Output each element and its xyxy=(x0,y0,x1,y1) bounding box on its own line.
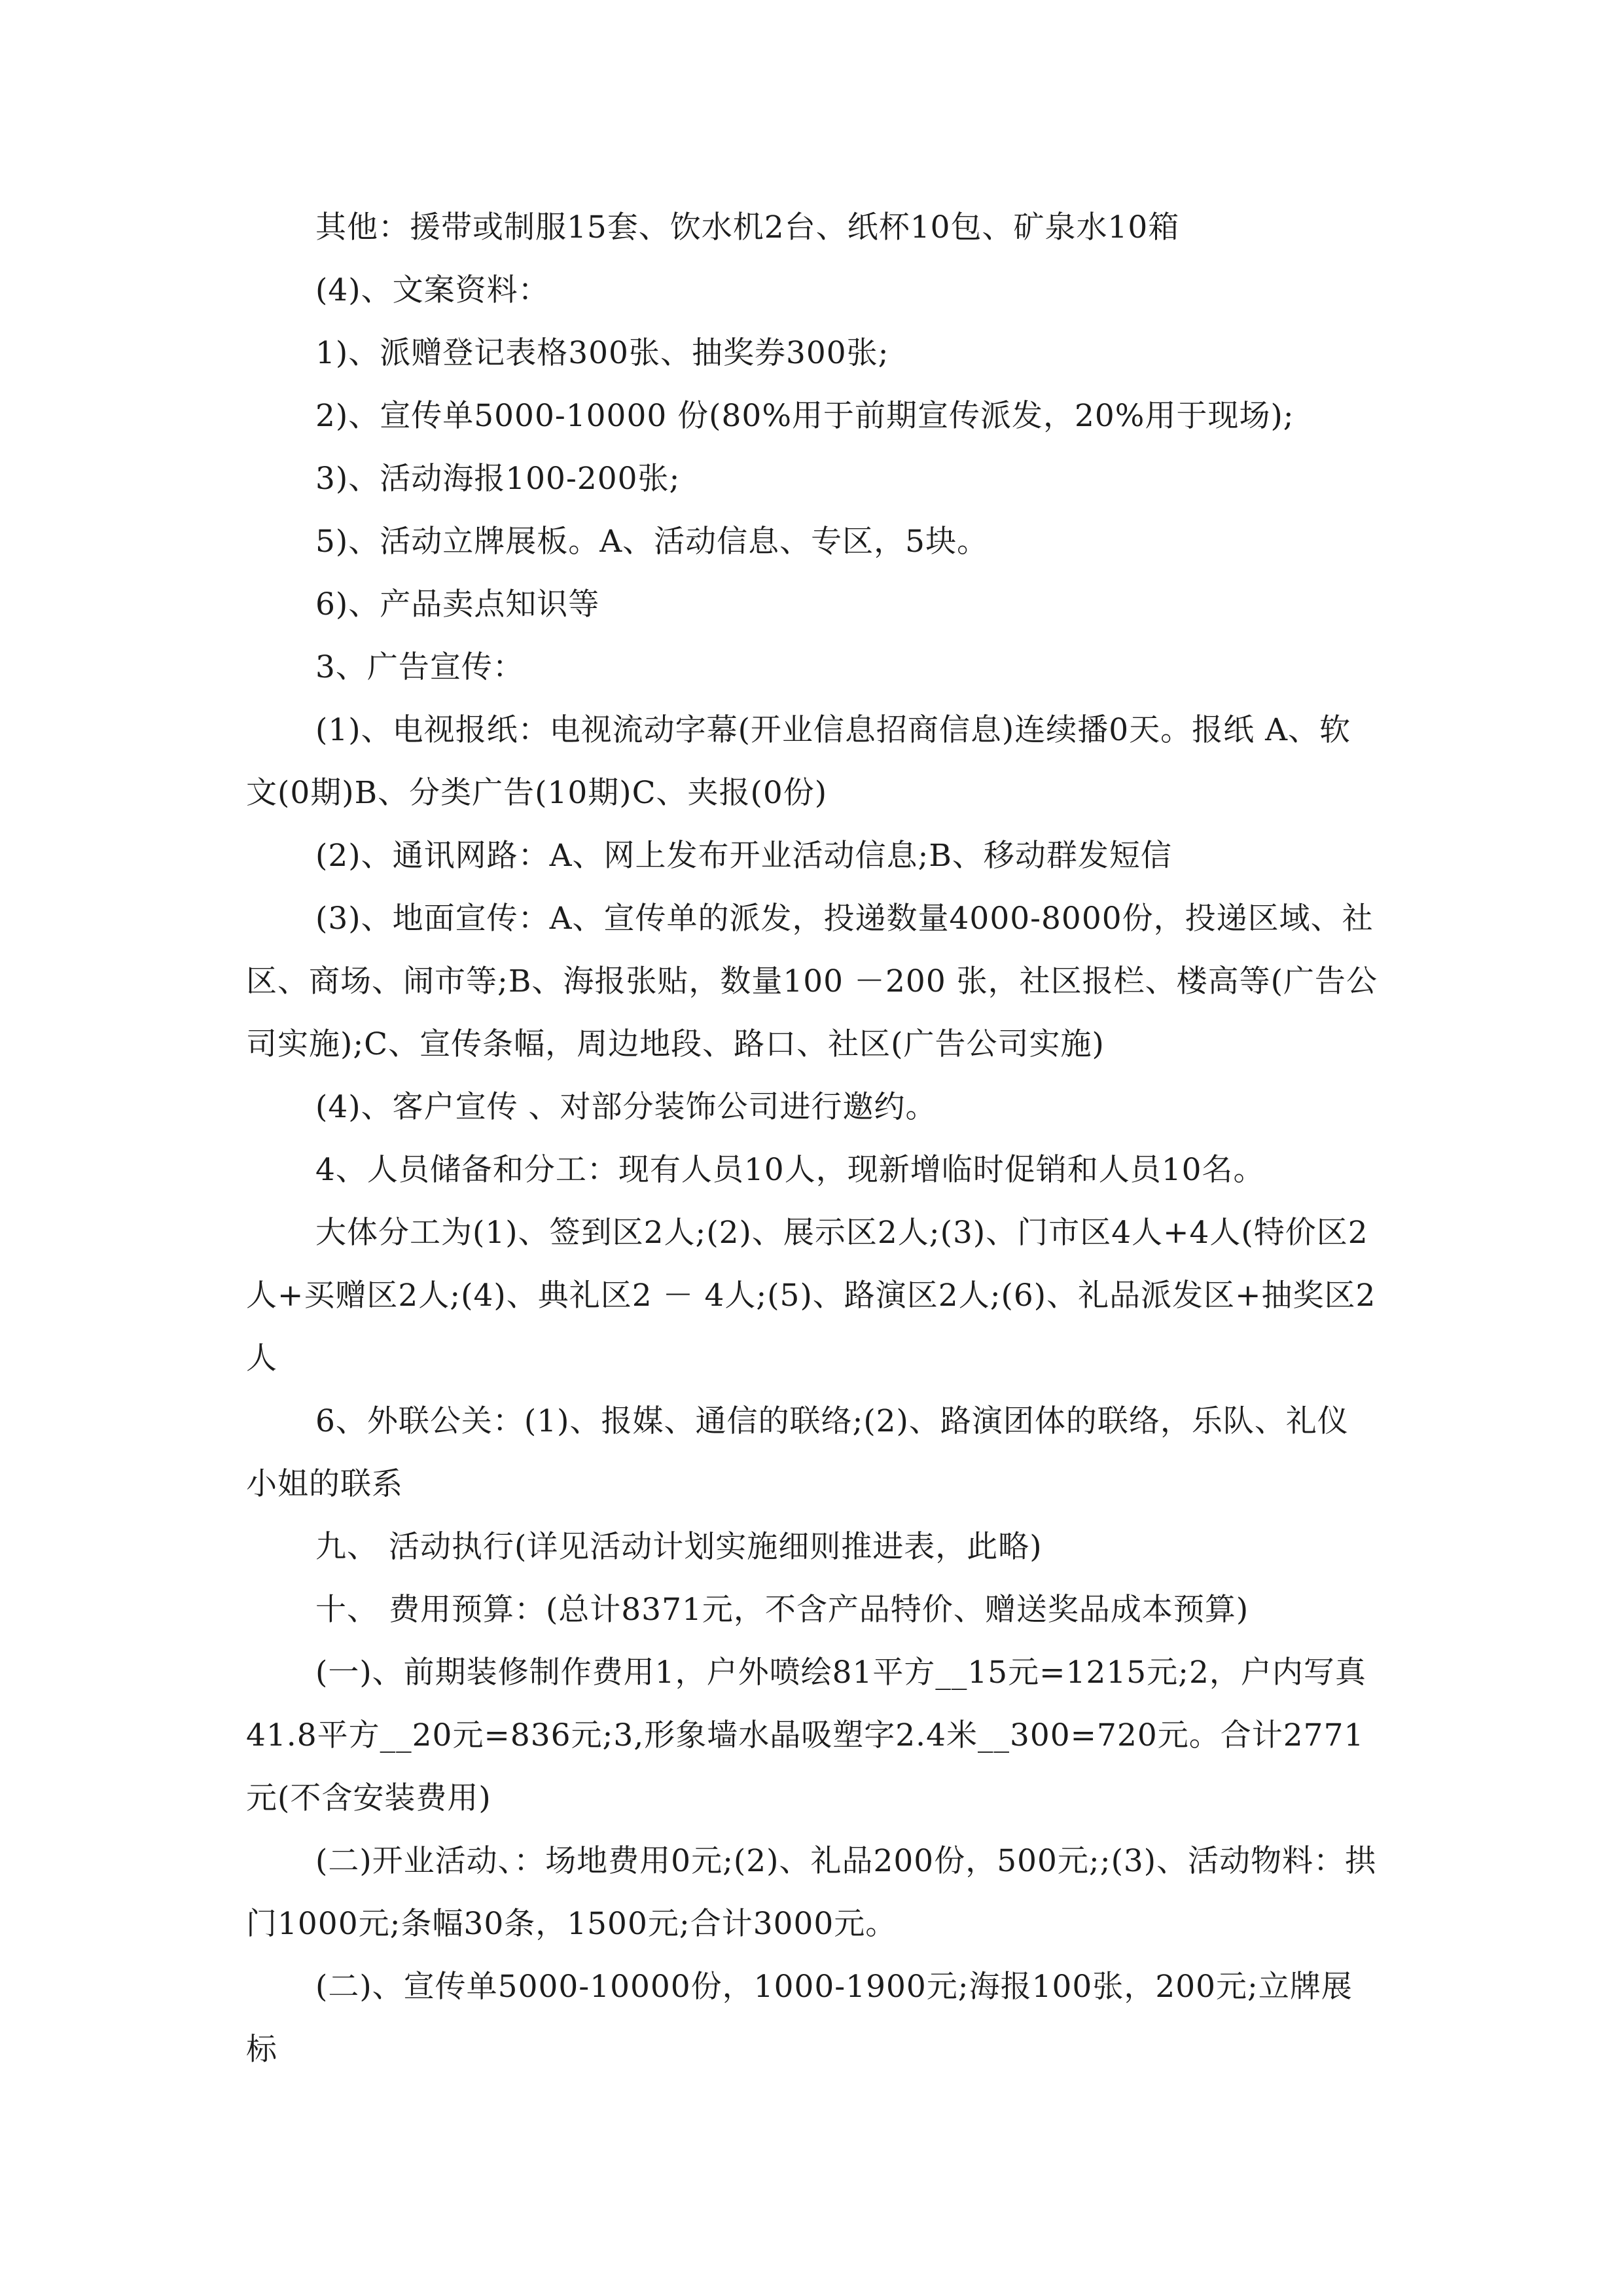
paragraph-promotion-costs: (二)、宣传单5000-10000份，1000-1900元;海报100张，200元;立牌展标 xyxy=(246,1969,1353,2068)
paragraph-decoration-costs: (一)、前期装修制作费用1，户外喷绘81平方__15元=1215元;2，户内写真41.8平方__20元=836元;3,形象墙水晶吸塑字2.4米__300=720元。合计2771元(不含安装费用) xyxy=(246,1655,1366,1816)
paragraph-tv-newspaper: (1)、电视报纸：电视流动字幕(开业信息招商信息)连续播0天。报纸 A、软文(0期)B、分类广告(10期)C、夹报(0份) xyxy=(246,712,1351,811)
paragraph-customer-promotion: (4)、客户宣传 、对部分装饰公司进行邀约。 xyxy=(315,1089,937,1125)
paragraph-public-relations: 6、外联公关：(1)、报媒、通信的联络;(2)、路演团体的联络，乐队、礼仪小姐的联系 xyxy=(246,1403,1349,1502)
paragraph-advertising-heading: 3、广告宣传： xyxy=(315,649,524,685)
paragraph-online-sms: (2)、通讯网路：A、网上发布开业活动信息;B、移动群发短信 xyxy=(315,838,1172,874)
paragraph-posters: 3)、活动海报100-200张; xyxy=(315,461,681,497)
paragraph-opening-event-costs: (二)开业活动、：场地费用0元;(2)、礼品200份，500元;;(3)、活动物料：拱门1000元;条幅30条，1500元;合计3000元。 xyxy=(246,1843,1377,1942)
paragraph-activity-execution: 九、 活动执行(详见活动计划实施细则推进表，此略) xyxy=(315,1529,1043,1565)
paragraph-copy-materials-heading: (4)、文案资料： xyxy=(315,272,550,308)
paragraph-display-boards: 5)、活动立牌展板。A、活动信息、专区，5块。 xyxy=(315,524,989,560)
document-body xyxy=(246,196,1378,2081)
paragraph-registration-forms: 1)、派赠登记表格300张、抽奖券300张; xyxy=(315,335,889,371)
paragraph-ground-promotion: (3)、地面宣传：A、宣传单的派发，投递数量4000-8000份，投递区域、社区、商场、闹市等;B、海报张贴，数量100 －200 张，社区报栏、楼高等(广告公司实施);C、宣传条幅，周边地段、路口、社区(广告公司实施) xyxy=(246,901,1378,1062)
paragraph-staff-assignment: 大体分工为(1)、签到区2人;(2)、展示区2人;(3)、门市区4人+4人(特价区2人+买赠区2人;(4)、典礼区2 － 4人;(5)、路演区2人;(6)、礼品派发区+抽奖区2人 xyxy=(246,1215,1376,1376)
paragraph-flyers: 2)、宣传单5000-10000 份(80%用于前期宣传派发，20%用于现场); xyxy=(315,398,1294,434)
paragraph-budget-heading: 十、 费用预算：(总计8371元，不含产品特价、赠送奖品成本预算) xyxy=(315,1592,1249,1628)
paragraph-product-knowledge: 6)、产品卖点知识等 xyxy=(315,586,600,622)
paragraph-staffing: 4、人员储备和分工：现有人员10人，现新增临时促销和人员10名。 xyxy=(315,1152,1265,1188)
paragraph-other-supplies: 其他：援带或制服15套、饮水机2台、纸杯10包、矿泉水10箱 xyxy=(315,209,1180,245)
